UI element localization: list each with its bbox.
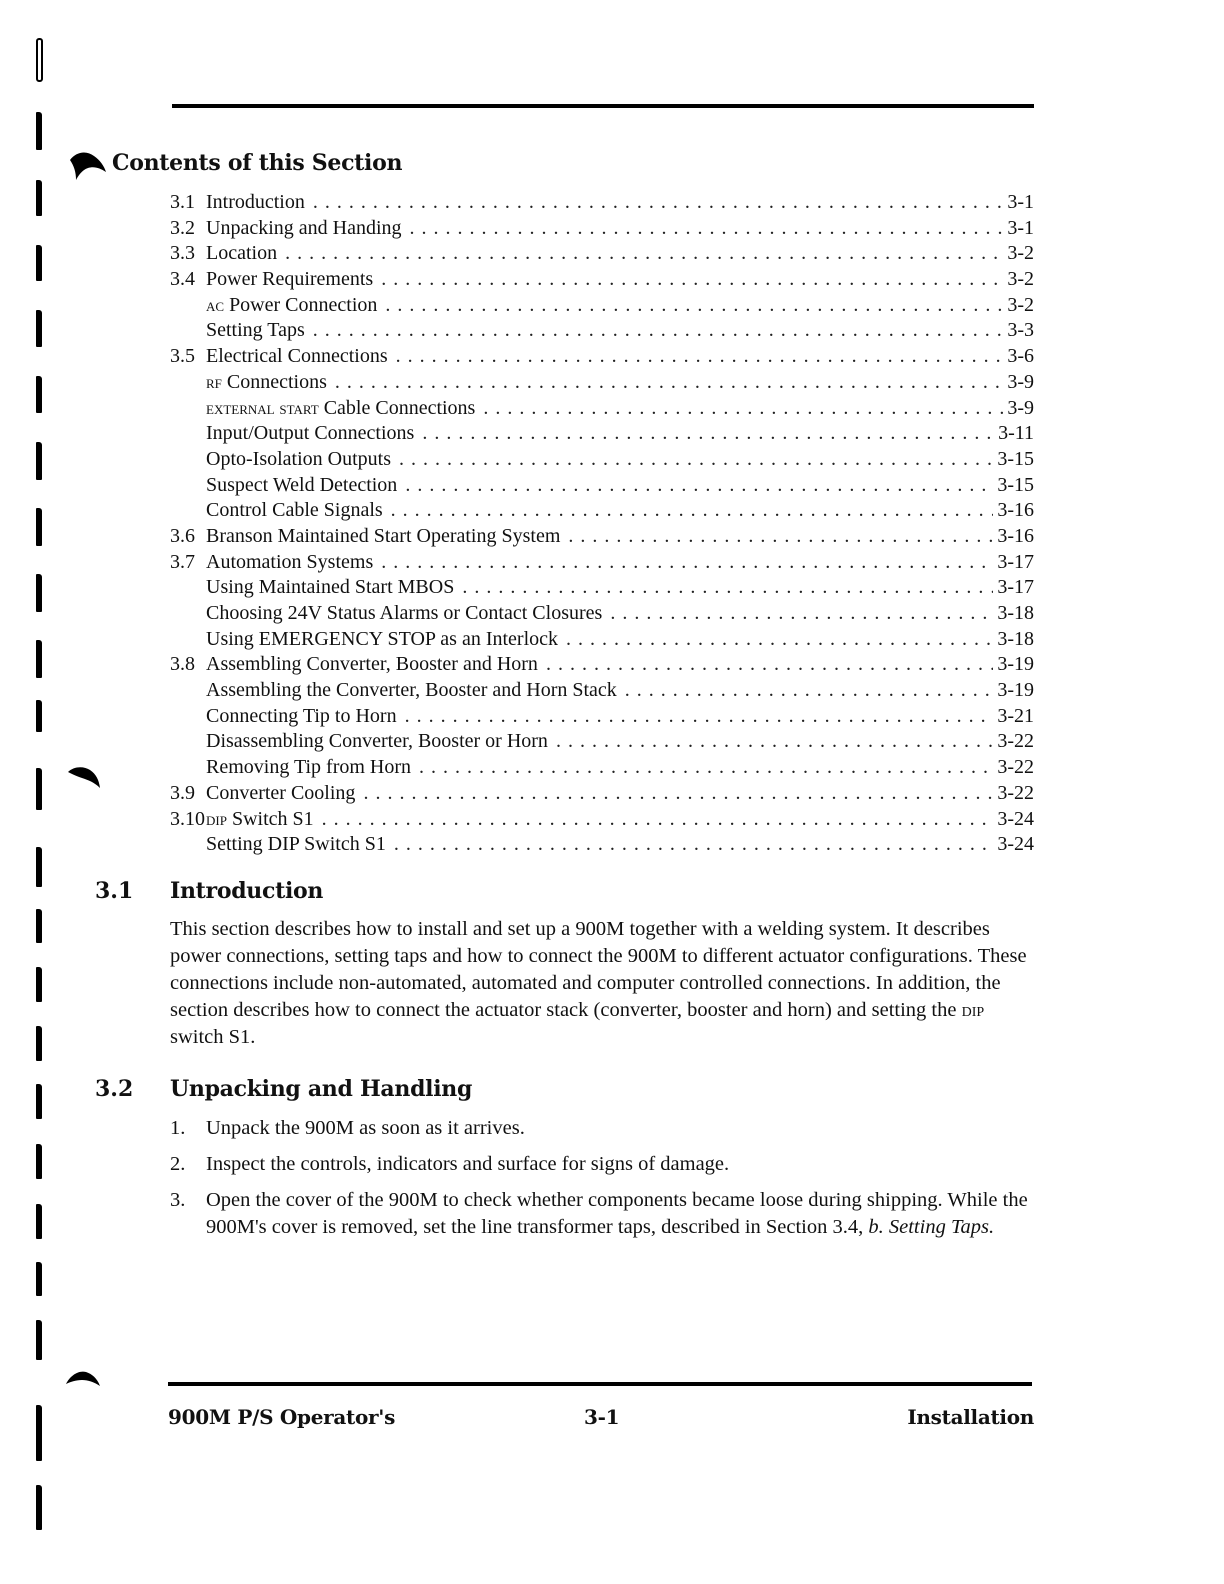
binding-mark — [36, 38, 43, 82]
section-number: 3.1 — [95, 878, 134, 904]
toc-leader-dots — [419, 755, 993, 781]
toc-leader-dots — [335, 370, 1003, 396]
toc-entry-label — [170, 344, 388, 370]
toc-entry-label — [170, 241, 277, 267]
toc-leader-dots — [556, 729, 993, 755]
toc-entry-page: 3-24 — [997, 807, 1034, 830]
toc-entry-label — [170, 447, 391, 473]
toc-leader-dots — [285, 241, 1003, 267]
binding-mark — [36, 376, 42, 413]
step-item — [170, 1115, 1040, 1142]
binding-mark — [36, 112, 42, 150]
toc-entry-text: Disassembling Converter, Booster or Horn — [206, 730, 548, 753]
toc-entry-page: 3-17 — [997, 576, 1034, 599]
binding-mark — [36, 1204, 42, 1239]
toc-entry-number: 3.7 — [170, 550, 195, 573]
toc-entry-label — [170, 575, 454, 601]
toc-entry-page: 3-18 — [997, 627, 1034, 650]
toc-entry[interactable] — [170, 807, 1034, 833]
toc-entry-label — [170, 498, 383, 524]
toc-entry-page: 3-16 — [997, 499, 1034, 522]
binding-mark — [36, 909, 42, 943]
toc-leader-dots — [462, 575, 993, 601]
toc-entry[interactable] — [170, 832, 1034, 858]
toc-entry[interactable] — [170, 396, 1034, 422]
toc-leader-dots — [381, 267, 1003, 293]
toc-entry[interactable] — [170, 447, 1034, 473]
toc-entry-smallcaps: external start — [206, 397, 319, 419]
toc-entry[interactable] — [170, 216, 1034, 242]
toc-entry[interactable] — [170, 318, 1034, 344]
toc-entry[interactable] — [170, 729, 1034, 755]
toc-entry-page: 3-17 — [997, 550, 1034, 573]
toc-entry-page: 3-9 — [1007, 396, 1034, 419]
binding-mark — [36, 1405, 42, 1461]
toc-entry[interactable] — [170, 293, 1034, 319]
toc-entry-page: 3-3 — [1007, 319, 1034, 342]
toc-entry-text: Input/Output Connections — [206, 422, 415, 445]
toc-entry-text: Branson Maintained Start Operating System — [206, 524, 561, 547]
toc-entry[interactable] — [170, 550, 1034, 576]
step-number: 1. — [170, 1117, 186, 1139]
toc-entry-page: 3-1 — [1007, 216, 1034, 239]
binding-mark — [36, 967, 42, 1002]
toc-leader-dots — [405, 704, 994, 730]
contents-title: Contents of this Section — [112, 150, 403, 176]
toc-leader-dots — [610, 601, 993, 627]
binding-mark — [36, 768, 42, 810]
toc-entry[interactable] — [170, 678, 1034, 704]
toc-entry[interactable] — [170, 190, 1034, 216]
toc-entry-text: Cable Connections — [323, 396, 476, 419]
toc-entry-smallcaps: ac — [206, 294, 225, 316]
binding-mark — [36, 180, 42, 216]
toc-entry[interactable] — [170, 652, 1034, 678]
binding-mark — [36, 700, 42, 732]
header-rule — [172, 104, 1034, 108]
toc-entry-page: 3-9 — [1007, 370, 1034, 393]
cross-reference-link[interactable]: b. Setting Taps. — [868, 1216, 995, 1238]
toc-entry[interactable] — [170, 498, 1034, 524]
step-number: 2. — [170, 1153, 186, 1175]
tab-marker-icon — [66, 764, 102, 790]
toc-entry[interactable] — [170, 601, 1034, 627]
toc-entry-text: Assembling Converter, Booster and Horn — [206, 653, 538, 676]
step-text — [206, 1187, 1040, 1241]
toc-entry-text: Opto-Isolation Outputs — [206, 447, 391, 470]
toc-entry[interactable] — [170, 575, 1034, 601]
toc-entry-page: 3-21 — [997, 704, 1034, 727]
tab-marker-icon — [64, 1368, 102, 1388]
toc-leader-dots — [396, 344, 1004, 370]
toc-leader-dots — [363, 781, 993, 807]
toc-entry-number: 3.9 — [170, 781, 195, 804]
toc-entry[interactable] — [170, 755, 1034, 781]
toc-entry-text: Connections — [226, 370, 327, 393]
binding-mark — [36, 1084, 42, 1119]
toc-entry[interactable] — [170, 421, 1034, 447]
section-number: 3.2 — [95, 1076, 134, 1102]
toc-entry[interactable] — [170, 704, 1034, 730]
toc-leader-dots — [313, 318, 1004, 344]
toc-entry-text: Using EMERGENCY STOP as an Interlock — [206, 627, 559, 650]
toc-entry-smallcaps: dip — [206, 808, 227, 830]
toc-entry-label — [170, 781, 355, 807]
toc-entry[interactable] — [170, 473, 1034, 499]
toc-entry-text: Setting Taps — [206, 319, 305, 342]
toc-entry[interactable] — [170, 524, 1034, 550]
step-item — [170, 1187, 1040, 1241]
toc-leader-dots — [394, 832, 993, 858]
toc-entry-text: Automation Systems — [206, 550, 374, 573]
toc-leader-dots — [410, 216, 1004, 242]
binding-mark — [36, 640, 42, 678]
toc-entry-page: 3-18 — [997, 602, 1034, 624]
table-of-contents — [170, 190, 1034, 858]
toc-leader-dots — [322, 807, 994, 833]
binding-mark — [36, 310, 42, 347]
toc-entry-text: Removing Tip from Horn — [206, 756, 412, 779]
toc-entry-page: 3-6 — [1007, 345, 1034, 368]
toc-leader-dots — [313, 190, 1003, 216]
toc-entry-page: 3-1 — [1007, 191, 1034, 213]
unpacking-steps — [170, 1115, 1040, 1250]
toc-entry-label — [170, 190, 305, 216]
step-number: 3. — [170, 1189, 186, 1211]
toc-entry-label — [170, 293, 377, 319]
toc-entry-text: Power Requirements — [206, 268, 374, 291]
intro-paragraph: This section describes how to install and set up a 900M together with a welding system. It describes power connections, setting taps and how to connect the 900M to different actuator configurations. These connections include non-automated, automated and computer controlled connections. In addition, the section describes how to connect the actuator stack (converter, booster and horn) and setting the dip switch S1. — [170, 918, 1027, 1048]
toc-entry-label — [170, 267, 373, 293]
binding-mark — [36, 847, 42, 887]
toc-leader-dots — [568, 524, 993, 550]
toc-entry-page: 3-2 — [1007, 242, 1034, 265]
toc-entry-label — [170, 627, 558, 653]
toc-leader-dots — [422, 421, 994, 447]
toc-entry-label — [170, 421, 414, 447]
toc-entry-text: Location — [206, 242, 278, 265]
step-text: Inspect the controls, indicators and surface for signs of damage. — [206, 1153, 730, 1175]
toc-entry-label — [170, 370, 327, 396]
toc-entry-number: 3.5 — [170, 345, 195, 368]
toc-entry[interactable] — [170, 344, 1034, 370]
toc-entry-number: 3.8 — [170, 653, 195, 676]
toc-entry-number: 3.1 — [170, 191, 195, 213]
toc-entry-label — [170, 678, 617, 704]
toc-entry-label — [170, 216, 402, 242]
toc-entry-label — [170, 755, 411, 781]
toc-entry-text: Unpacking and Handing — [206, 216, 402, 239]
toc-entry-smallcaps: rf — [206, 371, 222, 393]
toc-entry-page: 3-11 — [998, 422, 1034, 445]
toc-entry-label — [170, 652, 538, 678]
binding-mark — [36, 574, 42, 612]
toc-leader-dots — [399, 447, 993, 473]
smallcaps-term: dip — [961, 1000, 985, 1021]
toc-entry-label — [170, 318, 305, 344]
toc-entry-text: Suspect Weld Detection — [206, 473, 398, 496]
toc-entry-page: 3-24 — [997, 833, 1034, 856]
toc-leader-dots — [625, 678, 994, 704]
toc-entry-page: 3-15 — [997, 447, 1034, 470]
toc-entry-number: 3.4 — [170, 268, 195, 291]
toc-entry[interactable] — [170, 781, 1034, 807]
toc-entry-text: Connecting Tip to Horn — [206, 704, 397, 727]
toc-leader-dots — [391, 498, 994, 524]
step-text-body: Open the cover of the 900M to check whether components became loose during shipping. While the 900M's cover is removed, set the line transformer taps, described in Section 3.4, — [206, 1189, 1028, 1238]
toc-entry-page: 3-22 — [997, 781, 1034, 804]
toc-entry-text: Control Cable Signals — [206, 499, 383, 522]
footer-page-number: 3-1 — [584, 1405, 620, 1429]
toc-entry-label — [170, 704, 397, 730]
toc-entry-text: Assembling the Converter, Booster and Horn Stack — [206, 679, 617, 702]
toc-entry-number: 3.2 — [170, 216, 195, 239]
footer-manual-title: 900M P/S Operator's — [168, 1405, 396, 1429]
binding-mark — [36, 245, 42, 281]
toc-entry-label — [170, 601, 602, 627]
toc-entry-page: 3-22 — [997, 756, 1034, 779]
toc-entry-text: Introduction — [206, 191, 305, 213]
toc-entry-page: 3-16 — [997, 524, 1034, 547]
section-heading: Unpacking and Handling — [170, 1076, 473, 1102]
binding-mark — [36, 1485, 42, 1530]
toc-entry-text: Setting DIP Switch S1 — [206, 833, 386, 856]
binding-mark — [36, 1262, 42, 1296]
step-text: Unpack the 900M as soon as it arrives. — [206, 1117, 525, 1139]
toc-entry-label — [170, 832, 386, 858]
tab-marker-icon — [68, 146, 108, 182]
toc-entry-label — [170, 473, 397, 499]
toc-entry[interactable] — [170, 627, 1034, 653]
step-item — [170, 1151, 1040, 1178]
section-heading: Introduction — [170, 878, 324, 904]
toc-entry-label — [170, 396, 475, 422]
toc-entry-text: Using Maintained Start MBOS — [206, 576, 455, 599]
toc-entry-label — [170, 550, 373, 576]
toc-entry-label — [170, 729, 548, 755]
binding-mark — [36, 508, 42, 546]
toc-entry-page: 3-2 — [1007, 293, 1034, 316]
binding-mark — [36, 1026, 42, 1061]
footer-chapter-name: Installation — [907, 1405, 1034, 1429]
toc-leader-dots — [385, 293, 1003, 319]
toc-entry-number: 3.10 — [170, 807, 205, 830]
binding-mark — [36, 1144, 42, 1179]
toc-entry-text: Electrical Connections — [206, 345, 388, 368]
toc-entry-text: Converter Cooling — [206, 781, 356, 804]
toc-entry-number: 3.3 — [170, 242, 195, 265]
footer-rule — [168, 1382, 1032, 1386]
toc-leader-dots — [546, 652, 993, 678]
toc-entry-page: 3-2 — [1007, 268, 1034, 291]
toc-entry[interactable] — [170, 241, 1034, 267]
toc-entry-text: Choosing 24V Status Alarms or Contact Closures — [206, 602, 603, 624]
toc-entry-label — [170, 807, 314, 833]
toc-entry-page: 3-15 — [997, 473, 1034, 496]
toc-leader-dots — [381, 550, 993, 576]
toc-entry-page: 3-19 — [997, 653, 1034, 676]
toc-entry-text: Power Connection — [229, 293, 378, 316]
toc-entry-label — [170, 524, 560, 550]
toc-leader-dots — [483, 396, 1003, 422]
binding-mark — [36, 1320, 42, 1360]
toc-entry[interactable] — [170, 370, 1034, 396]
toc-entry[interactable] — [170, 267, 1034, 293]
toc-leader-dots — [405, 473, 993, 499]
toc-entry-text: Switch S1 — [231, 807, 314, 830]
toc-entry-page: 3-19 — [997, 679, 1034, 702]
binding-mark — [36, 442, 42, 480]
toc-entry-page: 3-22 — [997, 730, 1034, 753]
toc-entry-number: 3.6 — [170, 524, 195, 547]
toc-leader-dots — [566, 627, 993, 653]
